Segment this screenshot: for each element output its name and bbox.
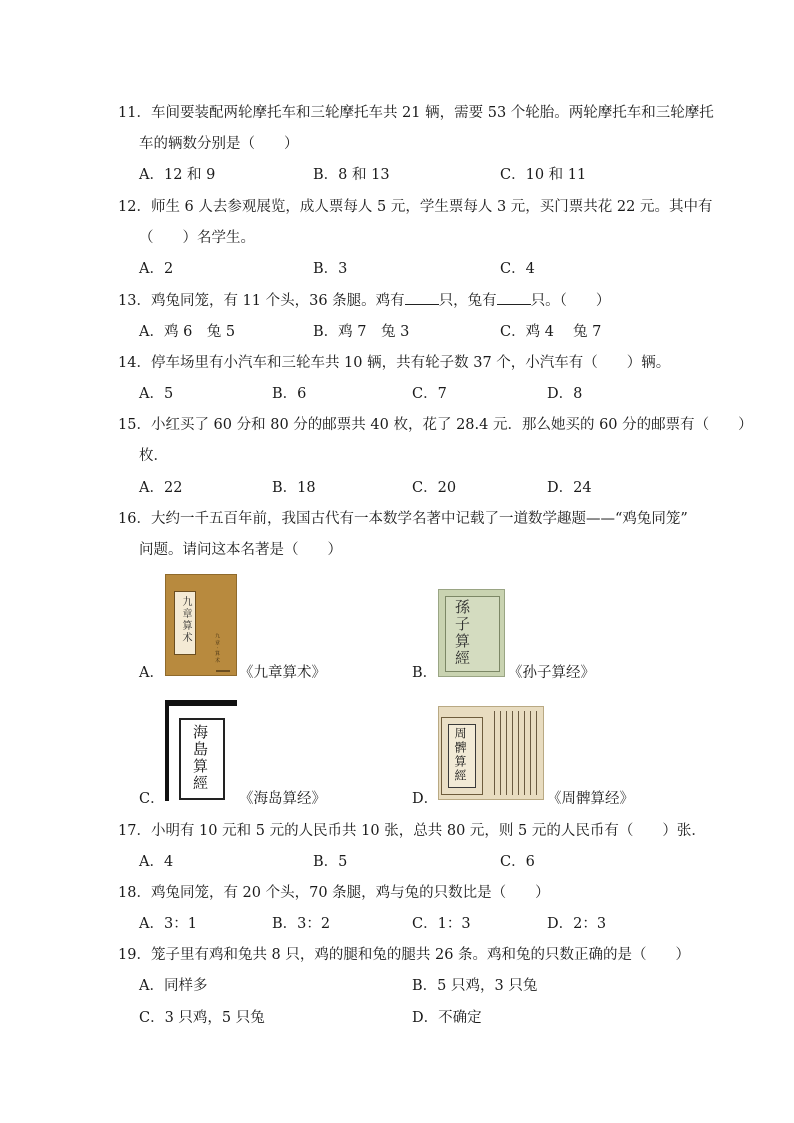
- question-13-prefix: 13．鸡兔同笼，有 11 个头，36 条腿。鸡有: [118, 293, 405, 309]
- option-15-d[interactable]: D．24: [547, 480, 592, 496]
- option-16-a-letter[interactable]: A．: [139, 665, 164, 681]
- question-11-line-2: 车的辆数分别是（ ）: [139, 136, 299, 152]
- question-15-line-2: 枚．: [139, 448, 168, 464]
- answer-blank-rabbit[interactable]: [497, 290, 531, 305]
- question-12-line-1: 12．师生 6 人去参观展览，成人票每人 5 元，学生票每人 3 元，买门票共花 22 元。其中有: [118, 199, 713, 215]
- option-13-a[interactable]: A．鸡 6 兔 5: [139, 324, 236, 340]
- book-title-text: 孫子算經: [453, 599, 471, 667]
- book-cover-haidao[interactable]: [165, 700, 237, 801]
- book-author-text: 九章·算术: [214, 633, 220, 665]
- option-14-c[interactable]: C．7: [412, 386, 447, 402]
- option-19-a[interactable]: A．同样多: [139, 978, 208, 994]
- book-open-page-text: [489, 711, 541, 795]
- option-16-b-letter[interactable]: B．: [412, 665, 438, 681]
- option-14-a[interactable]: A．5: [139, 386, 174, 402]
- book-title-text: 九章算术: [180, 596, 191, 644]
- option-16-d-letter[interactable]: D．: [412, 791, 439, 807]
- option-19-d[interactable]: D．不确定: [412, 1010, 482, 1026]
- question-18-line-1: 18．鸡兔同笼，有 20 个头，70 条腿，鸡与兔的只数比是（ ）: [118, 885, 550, 901]
- option-12-c[interactable]: C．4: [500, 261, 535, 277]
- option-15-a[interactable]: A．22: [139, 480, 183, 496]
- option-19-b[interactable]: B．5 只鸡，3 只兔: [412, 978, 538, 994]
- option-17-a[interactable]: A．4: [139, 854, 174, 870]
- book-title-text: 海島算經: [191, 724, 209, 792]
- question-16-line-2: 问题。请问这本名著是（ ）: [139, 542, 342, 558]
- book-title-label: [174, 591, 196, 655]
- option-19-c[interactable]: C．3 只鸡，5 只兔: [139, 1010, 265, 1026]
- book-cover-frame: [445, 596, 500, 672]
- option-12-b[interactable]: B．3: [313, 261, 348, 277]
- option-15-b[interactable]: B．18: [272, 480, 316, 496]
- book-cover-sunzi[interactable]: [438, 589, 505, 677]
- option-15-c[interactable]: C．20: [412, 480, 457, 496]
- option-17-c[interactable]: C．6: [500, 854, 535, 870]
- question-15-line-1: 15．小红买了 60 分和 80 分的邮票共 40 枚，花了 28.4 元．那么她买的 60 分的邮票有（ ）: [118, 417, 753, 433]
- question-17-line-1: 17．小明有 10 元和 5 元的人民币共 10 张，总共 80 元，则 5 元的人民币有（ ）张．: [118, 823, 706, 839]
- question-19-line-1: 19．笼子里有鸡和兔共 8 只，鸡的腿和兔的腿共 26 条。鸡和兔的只数正确的是（ ）: [118, 947, 691, 963]
- option-18-a[interactable]: A．3：1: [139, 916, 197, 932]
- book-title-box: [179, 718, 225, 800]
- option-18-c[interactable]: C．1：3: [412, 916, 471, 932]
- book-cover-jiuzhang[interactable]: [165, 574, 237, 676]
- option-18-d[interactable]: D．2：3: [547, 916, 607, 932]
- option-16-c-caption: 《海岛算经》: [239, 791, 326, 807]
- book-title-text: 周髀算經: [453, 727, 467, 783]
- question-13-suffix: 只。（ ）: [530, 293, 611, 309]
- option-14-b[interactable]: B．6: [272, 386, 307, 402]
- question-13-line: [118, 290, 610, 311]
- question-14-line-1: 14．停车场里有小汽车和三轮车共 10 辆，共有轮子数 37 个，小汽车有（ ）辆。: [118, 355, 671, 371]
- book-title-label: [448, 724, 476, 788]
- book-publisher-mark: [216, 670, 230, 672]
- book-cover-left: [441, 717, 483, 795]
- question-11-line-1: 11．车间要装配两轮摩托车和三轮摩托车共 21 辆，需要 53 个轮胎。两轮摩托车和三轮摩托: [118, 105, 714, 121]
- question-12-line-2: （ ）名学生。: [139, 230, 255, 246]
- option-16-b-caption: 《孙子算经》: [508, 665, 595, 681]
- option-13-c[interactable]: C．鸡 4 兔 7: [500, 324, 602, 340]
- option-11-a[interactable]: A．12 和 9: [139, 167, 216, 183]
- option-11-c[interactable]: C．10 和 11: [500, 167, 587, 183]
- option-18-b[interactable]: B．3：2: [272, 916, 331, 932]
- answer-blank-chicken[interactable]: [405, 290, 439, 305]
- option-16-c-letter[interactable]: C．: [139, 791, 165, 807]
- option-13-b[interactable]: B．鸡 7 兔 3: [313, 324, 410, 340]
- option-17-b[interactable]: B．5: [313, 854, 348, 870]
- option-14-d[interactable]: D．8: [547, 386, 583, 402]
- question-16-line-1: 16．大约一千五百年前，我国古代有一本数学名著中记载了一道数学趣题——“鸡兔同笼”: [118, 511, 688, 527]
- option-16-d-caption: 《周髀算经》: [547, 791, 634, 807]
- option-12-a[interactable]: A．2: [139, 261, 174, 277]
- option-16-a-caption: 《九章算术》: [239, 665, 326, 681]
- book-cover-zhoubi[interactable]: [438, 706, 544, 800]
- option-11-b[interactable]: B．8 和 13: [313, 167, 390, 183]
- question-13-mid: 只，兔有: [438, 293, 497, 309]
